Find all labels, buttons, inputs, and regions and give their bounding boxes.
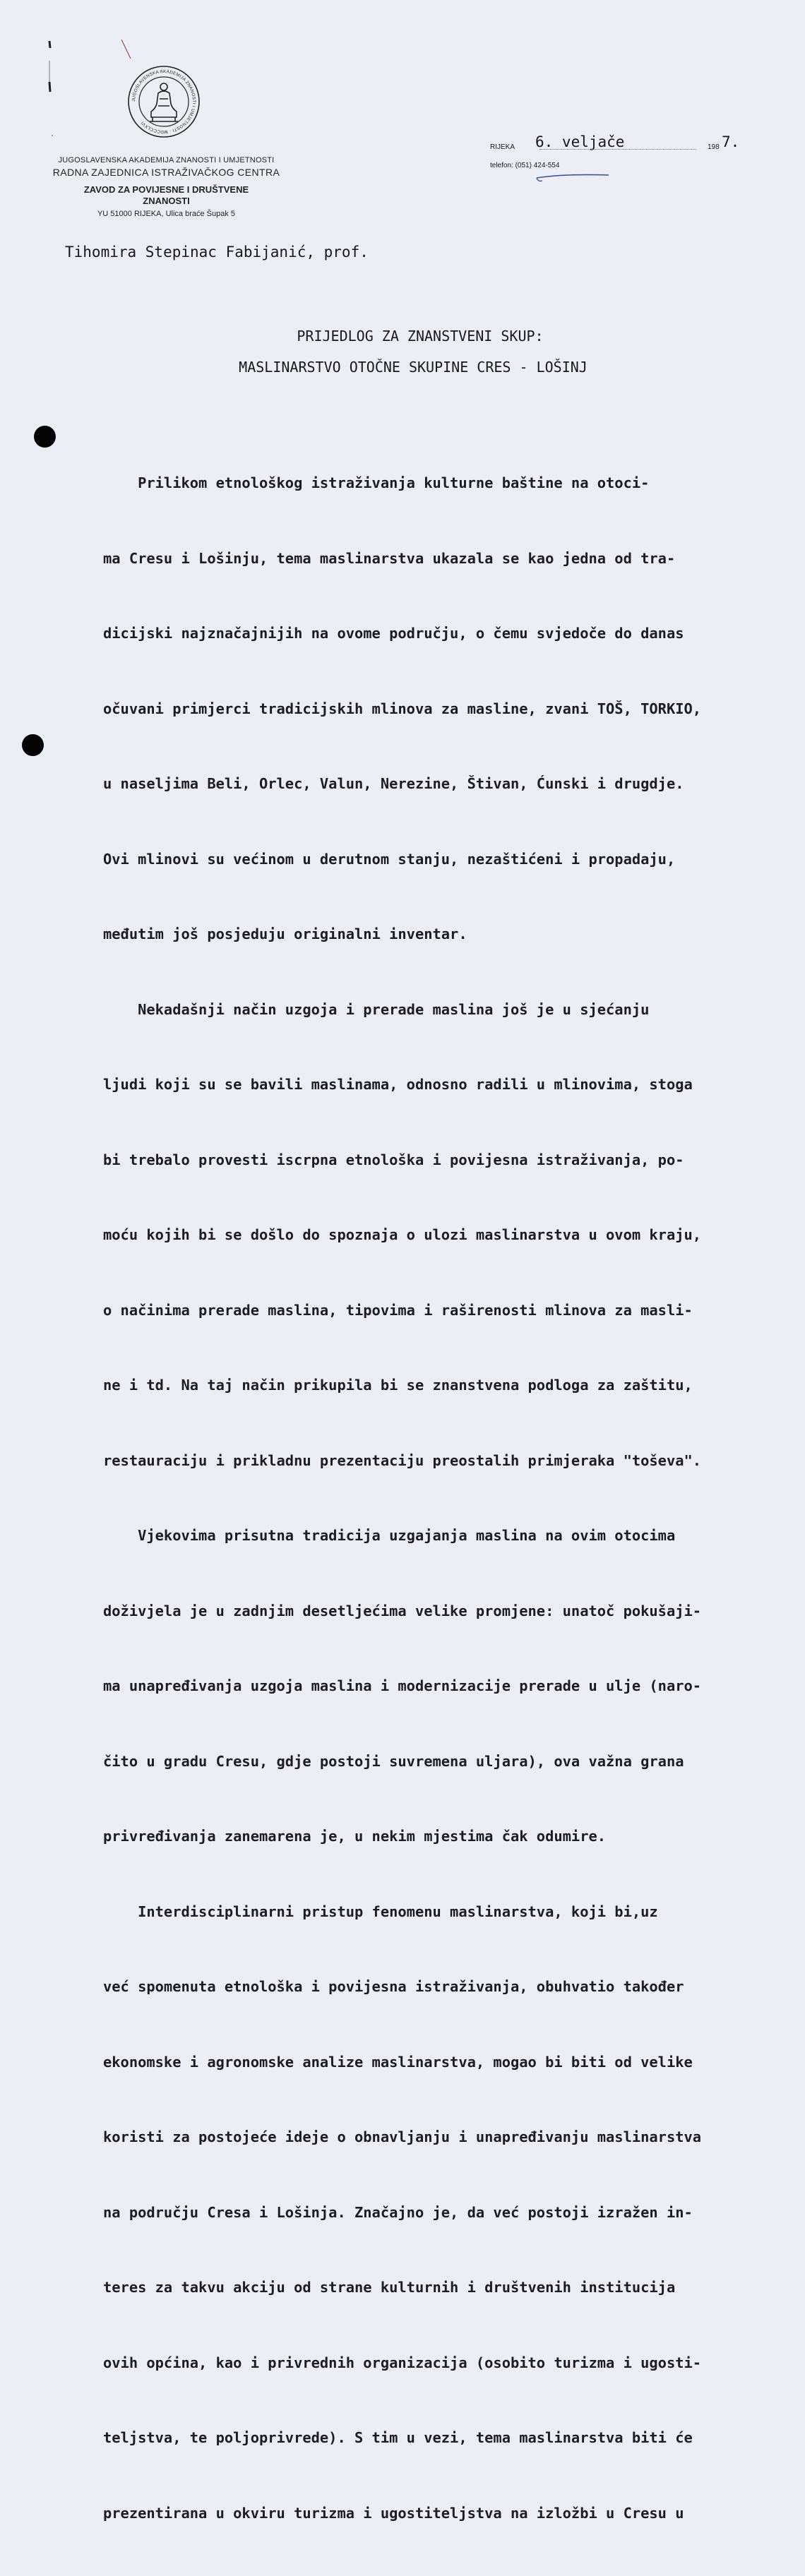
body-line: teljstva, te poljoprivrede). S tim u vezi, tema maslinarstva biti će: [103, 2429, 693, 2446]
pen-underline-mark: [535, 169, 610, 185]
body-line: na području Cresa i Lošinja. Značajno je, da već postoji izražen in-: [103, 2203, 693, 2221]
body-line: moću kojih bi se došlo do spoznaja o ulozi maslinarstva u ovom kraju,: [103, 1226, 702, 1243]
letterhead-institute: ZAVOD ZA POVIJESNE I DRUŠTVENE: [83, 184, 249, 195]
body-line: Prilikom etnološkog istraživanja kulturne baštine na otoci-: [103, 474, 650, 491]
letterhead-institute-2: ZNANOSTI: [143, 195, 190, 206]
body-line: o načinima prerade maslina, tipovima i raširenosti mlinova za masli-: [103, 1301, 693, 1319]
body-line: Interdisciplinarni pristup fenomenu maslinarstva, koji bi,uz: [103, 1903, 658, 1920]
body-line: prezentirana u okviru turizma i ugostiteljstva na izložbi u Cresu u: [103, 2504, 684, 2522]
body-line: bi trebalo provesti iscrpna etnološka i povijesna istraživanja, po-: [103, 1151, 684, 1168]
letterhead-centre: RADNA ZAJEDNICA ISTRAŽIVAČKOG CENTRA: [52, 167, 280, 179]
title-line-2: MASLINARSTVO OTOČNE SKUPINE CRES - LOŠINJ: [239, 359, 588, 376]
body-line: ovih općina, kao i privrednih organizacija (osobito turizma i ugosti-: [103, 2354, 702, 2371]
body-line: ljudi koji su se bavili maslinama, odnosno radili u mlinovima, stoga: [103, 1076, 693, 1093]
body-line: Ovi mlinovi su većinom u derutnom stanju, nezaštićeni i propadaju,: [103, 850, 676, 868]
svg-text:JUGOSLAVENSKA AKADEMIJA ZNANOS: [131, 69, 196, 134]
body-line: ma Cresu i Lošinju, tema maslinarstva ukazala se kao jedna od tra-: [103, 549, 676, 567]
seal-ring-text: JUGOSLAVENSKA AKADEMIJA ZNANOSTI I UMJETNOSTI · MDCCCLXVI: [131, 68, 197, 135]
dateline-year-prefix: 198: [708, 143, 720, 151]
letterhead: [34, 156, 299, 219]
recipient: Tihomira Stepinac Fabijanić, prof.: [65, 244, 369, 260]
body-line: dicijski najznačajnijih na ovome području, o čemu svjedoče do danas: [103, 625, 684, 642]
body-line: privređivanja zanemarena je, u nekim mjestima čak odumire.: [103, 1828, 607, 1845]
body-line: doživjela je u zadnjim desetljećima velike promjene: unatoč pokušaji-: [103, 1602, 702, 1619]
punch-hole-lower: [22, 734, 44, 756]
dateline-year-suffix: 7.: [722, 133, 740, 150]
body-line: ekonomske i agronomske analize maslinarstva, mogao bi biti od velike: [103, 2053, 693, 2071]
body-line: očuvani primjerci tradicijskih mlinova za masline, zvani TOŠ, TORKIO,: [103, 700, 702, 717]
body-line: teres za takvu akciju od strane kulturnih i društvenih institucija: [103, 2279, 676, 2296]
letter-body: [103, 421, 778, 2576]
dateline: [490, 133, 744, 155]
punch-hole-upper: [34, 426, 56, 448]
body-line: koristi za postojeće ideje o obnavljanju i unapređivanju maslinarstva: [103, 2128, 702, 2145]
dateline-dotted-rule: [539, 149, 696, 150]
body-line: već spomenuta etnološka i povijesna istraživanja, obuhvatio također: [103, 1978, 684, 1995]
body-line: ne i td. Na taj način prikupila bi se znanstvena podloga za zaštitu,: [103, 1377, 693, 1394]
body-line: u naseljima Beli, Orlec, Valun, Nerezine, Štivan, Ćunski i drugdje.: [103, 775, 684, 792]
body-line: međutim još posjeduju originalni inventar.: [103, 925, 467, 942]
body-line: Nekadašnji način uzgoja i prerade maslina još je u sjećanju: [103, 1000, 650, 1018]
phone-number: telefon: (051) 424-554: [490, 162, 560, 169]
body-line: ma unapređivanja uzgoja maslina i modernizacije prerade u ulje (naro-: [103, 1677, 702, 1694]
letterhead-academy: JUGOSLAVENSKA AKADEMIJA ZNANOSTI I UMJETNOSTI: [58, 156, 275, 164]
dateline-date: 6. veljače: [535, 133, 625, 150]
body-line: restauraciju i prikladnu prezentaciju preostalih primjeraka "toševa".: [103, 1451, 702, 1469]
title-line-1: PRIJEDLOG ZA ZNANSTVENI SKUP:: [297, 328, 544, 345]
letterhead-address: YU 51000 RIJEKA, Ulica braće Šupak 5: [97, 210, 236, 219]
academy-seal-icon: [127, 65, 201, 138]
body-line: čito u gradu Cresu, gdje postoji suvremena uljara), ova važna grana: [103, 1752, 684, 1770]
body-line: Vjekovima prisutna tradicija uzgajanja maslina na ovim otocima: [103, 1527, 676, 1544]
dateline-city: RIJEKA: [490, 143, 515, 151]
